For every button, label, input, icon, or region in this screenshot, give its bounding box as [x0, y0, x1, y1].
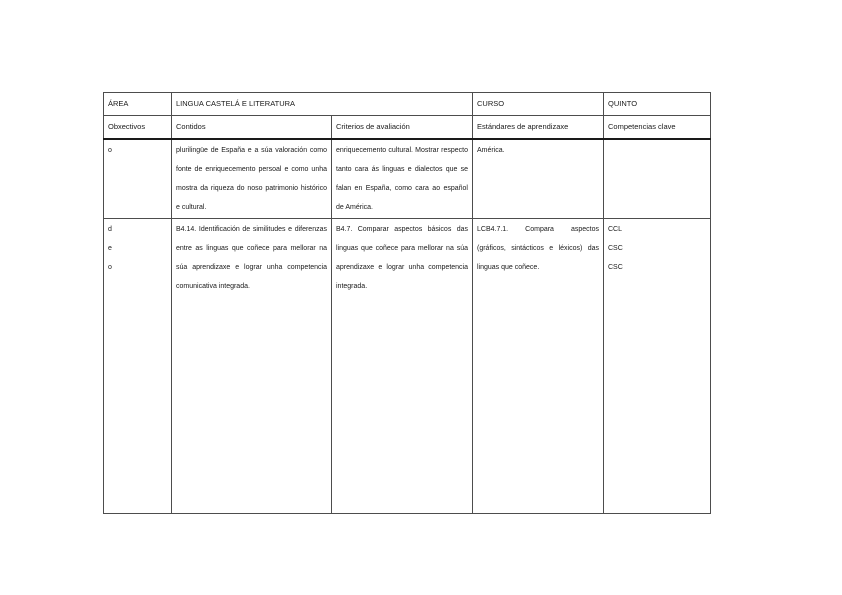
- competencia-code: CSC: [608, 245, 623, 252]
- table-row: [104, 139, 711, 219]
- cell-competencias: [604, 139, 711, 219]
- cell-estandares: [473, 139, 604, 219]
- cell-obxectivos: [104, 219, 172, 514]
- cell-estandares: [473, 219, 604, 514]
- competencia-code: CCL: [608, 226, 623, 233]
- cell-criterios: [332, 139, 473, 219]
- contidos-text: B4.14. Identificación de similitudes e diferenzas entre as linguas que coñece para mellorar na súa aprendizaxe e lograr unha competencia comunicativa integrada.: [176, 226, 327, 290]
- header-row-area: [104, 93, 711, 116]
- cell-contidos: [172, 139, 332, 219]
- cell-contidos: [172, 219, 332, 514]
- obxectivo-code: o: [108, 264, 112, 271]
- contidos-text: plurilingüe de España e a súa valoración como fonte de enriquecemento persoal e como unha mostra da riqueza do noso patrimonio histórico e cultural.: [176, 146, 327, 211]
- col-header-criterios: Criterios de avaliación: [332, 116, 473, 139]
- criterios-text: B4.7. Comparar aspectos básicos das linguas que coñece para mellorar na súa aprendizaxe e lograr unha competencia integrada.: [336, 226, 468, 290]
- cell-criterios: [332, 219, 473, 514]
- curriculum-table: [103, 92, 711, 514]
- criterios-text: enriquecemento cultural. Mostrar respecto tanto cara ás linguas e dialectos que se falan en España, como cara ao español de América.: [336, 146, 468, 211]
- cell-competencias: [604, 219, 711, 514]
- competencia-code: CSC: [608, 264, 623, 271]
- table-row: [104, 219, 711, 514]
- cell-obxectivos: [104, 139, 172, 219]
- curso-value-cell: QUINTO: [604, 93, 711, 116]
- col-header-contidos: Contidos: [172, 116, 332, 139]
- col-header-obxectivos: Obxectivos: [104, 116, 172, 139]
- estandares-text: América.: [477, 146, 505, 154]
- estandares-text: LCB4.7.1. Compara aspectos (gráficos, sintácticos e léxicos) das linguas que coñece.: [477, 226, 599, 271]
- header-row-columns: [104, 116, 711, 139]
- obxectivo-code: e: [108, 245, 112, 252]
- col-header-estandares: Estándares de aprendizaxe: [473, 116, 604, 139]
- col-header-competencias: Competencias clave: [604, 116, 711, 139]
- area-label-cell: ÁREA: [104, 93, 172, 116]
- obxectivo-code: d: [108, 226, 112, 233]
- curso-label-cell: CURSO: [473, 93, 604, 116]
- obxectivo-code: o: [108, 146, 112, 154]
- area-value-cell: LINGUA CASTELÁ E LITERATURA: [172, 93, 473, 116]
